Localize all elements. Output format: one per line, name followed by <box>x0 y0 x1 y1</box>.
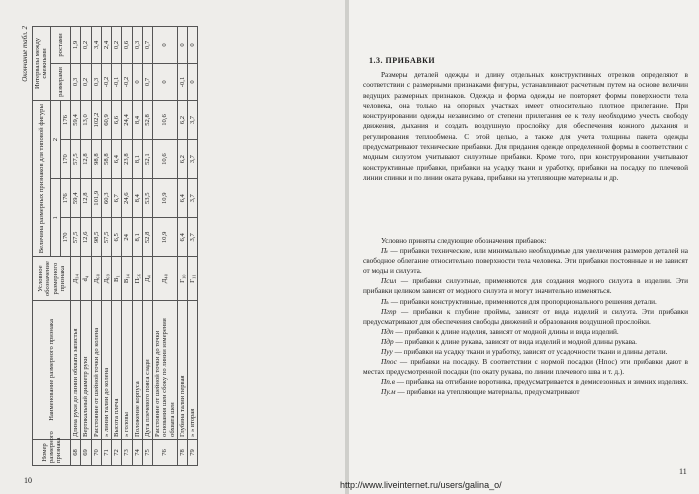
table-cell-v3: 8,4 <box>132 100 142 139</box>
table-cell-sym: Д₄₈ <box>153 257 178 300</box>
table-cell-v3: 3,7 <box>188 100 198 139</box>
rotated-table-area <box>22 26 332 466</box>
header-intervals: Интервалы между смежными <box>33 27 51 101</box>
table-cell-sym: Д₆₉ <box>101 257 111 300</box>
definition-symbol: Пдр <box>381 336 394 346</box>
definitions <box>363 236 688 398</box>
table-cell-v2: 6,2 <box>177 140 187 179</box>
definition-symbol: Пу.м <box>381 387 396 397</box>
table-cell-v2: 52,1 <box>142 140 152 179</box>
definition-text: — прибавки на посадку. В соответствии с нормой посадки (Нпос) эти прибавки дают в местах предусмотренной посадки (по окату рукава, по линии плечевого шва и т. д.). <box>363 357 688 377</box>
table-cell-i2: 1,9 <box>71 27 81 64</box>
definition-text: — прибавки технические, или минимально необходимые для увеличения размеров деталей на свободное облегание относительно поверхности тела человека. Эти прибавки постоянные и не зависят от моды и силуэта. <box>363 246 688 276</box>
table-cell-sym: Д₃₄ <box>71 257 81 300</box>
table-cell-i1: 0,2 <box>81 64 91 101</box>
table-cell-v1: 10,9 <box>153 179 178 218</box>
definition-symbol: Пуу <box>381 347 393 357</box>
table-cell-name: » головы <box>122 300 132 439</box>
table-cell-num: 69 <box>81 439 91 465</box>
section-title: 1.3. ПРИБАВКИ <box>369 56 436 65</box>
header-height: 170 <box>60 218 70 257</box>
definitions-list <box>363 246 688 397</box>
table-cell-v2: 12,8 <box>81 140 91 179</box>
table-cell-name: » » вторая <box>188 300 198 439</box>
table-cell-v0: 98,5 <box>91 218 101 257</box>
table-row <box>112 27 122 466</box>
table-cell-v1: 12,8 <box>81 179 91 218</box>
table-cell-i2: 0,3 <box>132 27 142 64</box>
header-symbol: Условное обозначение размерного признака <box>33 257 71 300</box>
table-row <box>71 27 81 466</box>
table-cell-v3: 60,9 <box>101 100 111 139</box>
footer-url[interactable]: http://www.liveinternet.ru/users/galina_o/ <box>340 480 502 490</box>
definition-item <box>363 297 688 307</box>
table-cell-v0: 8,1 <box>132 218 142 257</box>
definition-text: — прибавки на усадку ткани и уработку, зависят от усадочности ткани и длины детали. <box>392 347 668 357</box>
table-row <box>81 27 91 466</box>
table-cell-v1: 60,3 <box>101 179 111 218</box>
table-cell-name: Высота плеча <box>112 300 122 439</box>
definition-text: — прибавки конструктивные, применяются для пропорционального решения детали. <box>388 296 657 306</box>
table-cell-i2: 0,2 <box>112 27 122 64</box>
table-cell-v2: 98,8 <box>91 140 101 179</box>
table-cell-i1: -0,1 <box>112 64 122 101</box>
table-cell-name: Положение корпуса <box>132 300 142 439</box>
table-cell-i2: 0 <box>153 27 178 64</box>
table-cell-sym: Д₄ <box>142 257 152 300</box>
table-cell-i1: 0,3 <box>71 64 81 101</box>
table-cell-name: Дуга плечевого пояса сзади <box>142 300 152 439</box>
definition-item <box>363 307 688 327</box>
definition-text: — прибавки на утепляющие материалы, предусматривают <box>395 387 580 397</box>
table-cell-i1: 0,3 <box>91 64 101 101</box>
table-cell-v2: 58,8 <box>101 140 111 179</box>
table-cell-v1: 101,9 <box>91 179 101 218</box>
table-row <box>122 27 132 466</box>
table-cell-name: Расстояние от шейной точки до колена <box>91 300 101 439</box>
definition-item <box>363 357 688 377</box>
table-cell-num: 78 <box>177 439 187 465</box>
page-number-left: 10 <box>24 476 32 485</box>
table-cell-sym: Г₁₀ <box>177 257 187 300</box>
table-cell-v1: 24,6 <box>122 179 132 218</box>
table-cell-v0: 52,8 <box>142 218 152 257</box>
table-cell-num: 74 <box>132 439 142 465</box>
table-cell-i2: 0,6 <box>122 27 132 64</box>
table-cell-v3: 6,2 <box>177 100 187 139</box>
table-cell-v3: 59,4 <box>71 100 81 139</box>
table-cell-v3: 10,6 <box>153 100 178 139</box>
table-cell-i1: 0 <box>188 64 198 101</box>
table-cell-v0: 3,7 <box>188 218 198 257</box>
table-cell-i2: 0 <box>188 27 198 64</box>
header-num: Номер размерного признака <box>33 439 71 465</box>
table-cell-i1: 0 <box>132 64 142 101</box>
table-cell-v1: 6,7 <box>112 179 122 218</box>
table-cell-i2: 0 <box>177 27 187 64</box>
definition-item <box>363 337 688 347</box>
table-cell-v0: 6,4 <box>177 218 187 257</box>
table-cell-i1: -0,1 <box>177 64 187 101</box>
table-cell-sym: Г₁₁ <box>188 257 198 300</box>
table-cell-v1: 59,4 <box>71 179 81 218</box>
table-caption: Окончание табл. 2 <box>21 26 29 82</box>
table-cell-v3: 6,6 <box>112 100 122 139</box>
table-cell-v0: 57,5 <box>101 218 111 257</box>
table-row <box>142 27 152 466</box>
table-cell-num: 76 <box>153 439 178 465</box>
table-cell-i2: 0,2 <box>81 27 91 64</box>
definition-text: — прибавки силуэтные, применяются для создания модного силуэта в изделии. Эти прибавки целиком зависят от модного силуэта и могут значительно изменяться. <box>363 276 688 296</box>
definition-item <box>363 246 688 276</box>
table-cell-v2: 10,6 <box>153 140 178 179</box>
table-cell-v0: 12,6 <box>81 218 91 257</box>
table-row <box>188 27 198 466</box>
right-page <box>349 0 699 494</box>
table-cell-v3: 13,0 <box>81 100 91 139</box>
table-cell-v2: 6,4 <box>112 140 122 179</box>
table-cell-i1: 0 <box>153 64 178 101</box>
definition-symbol: Ппос <box>381 357 397 367</box>
table-cell-i2: 3,4 <box>91 27 101 64</box>
table-cell-v1: 6,4 <box>177 179 187 218</box>
table-cell-name: » линии талии до колена <box>101 300 111 439</box>
header-height: 170 <box>60 140 70 179</box>
table-row <box>91 27 101 466</box>
definition-item <box>363 377 688 387</box>
table-cell-name: Глубина талии первая <box>177 300 187 439</box>
header-height: 176 <box>60 100 70 139</box>
definition-item <box>363 276 688 296</box>
table-row <box>177 27 187 466</box>
definition-symbol: Пдп <box>381 326 394 336</box>
definition-text: — прибавки к длине рукава, зависят от вида изделий и модной длины рукава. <box>393 336 637 346</box>
table-cell-v1: 8,4 <box>132 179 142 218</box>
table-cell-i1: -0,2 <box>101 64 111 101</box>
table-cell-num: 68 <box>71 439 81 465</box>
intro-paragraph: Размеры деталей одежды и длину отдельных конструктивных отрезков определяют в соответствии с размерными признаками фигуры, устанавливают расчетным путем на основе величин ведущих размерных признаков. Одежда и форма одежды не повторяет формы поверхности тела человека, она только на опорных участках имеет относительно плотное прилегание. При конструировании одежды независимо от степени прилегания ее к телу необходимо учесть свободу движения, дыхания и создать воздушную прослойку для обеспечения кожного дыхания и регулирования теплообмена. С этой целью, а также для учета толщины пакета одежды предусматривают технические прибавки. Для придания одежде определенной формы в соответствии с модным силуэтом учитывают силуэтные прибавки. Кроме того, при конструировании учитывают конструктивные прибавки, прибавки на усадку ткани и уработку, прибавки на посадку по плечевой линии спинки и по линии оката рукава, прибавки на утепляющие материалы и др. <box>363 70 688 182</box>
table-cell-v0: 24 <box>122 218 132 257</box>
table-cell-sym: Д₆₈ <box>91 257 101 300</box>
table-cell-v2: 57,5 <box>71 140 81 179</box>
table-cell-name: Длина руки до линии обхвата запястья <box>71 300 81 439</box>
definition-item <box>363 327 688 337</box>
table-cell-v3: 102,2 <box>91 100 101 139</box>
table-cell-num: 73 <box>122 439 132 465</box>
table-cell-v0: 6,5 <box>112 218 122 257</box>
table-cell-v3: 52,8 <box>142 100 152 139</box>
definition-symbol: Пₖ <box>381 296 389 306</box>
header-intervals-sizes: размерами <box>50 64 71 101</box>
table-row <box>153 27 178 466</box>
table-cell-v2: 3,7 <box>188 140 198 179</box>
table-row <box>132 27 142 466</box>
table-cell-v0: 10,9 <box>153 218 178 257</box>
definition-symbol: Пгпр <box>381 306 397 316</box>
table-cell-sym: П₅₆ <box>132 257 142 300</box>
rotated-table <box>22 26 332 466</box>
header-group-2: 2 <box>50 100 60 178</box>
table-cell-num: 70 <box>91 439 101 465</box>
definition-symbol: Пₜ <box>381 246 389 256</box>
table-cell-num: 71 <box>101 439 111 465</box>
definition-item <box>363 347 688 357</box>
measurements-table <box>32 26 198 466</box>
definition-symbol: Псил <box>381 276 397 286</box>
table-cell-num: 79 <box>188 439 198 465</box>
table-cell-sym: В₁₄ <box>122 257 132 300</box>
table-cell-v1: 53,5 <box>142 179 152 218</box>
table-cell-sym: В₁ <box>112 257 122 300</box>
definitions-intro: Условно приняты следующие обозначения прибавок: <box>381 236 547 245</box>
header-group-1: 1 <box>50 179 60 257</box>
definition-symbol: Пп.в <box>381 377 395 387</box>
header-intervals-heights: ростами <box>50 27 71 64</box>
header-height: 176 <box>60 179 70 218</box>
table-row <box>101 27 111 466</box>
table-cell-i1: 0,7 <box>142 64 152 101</box>
page-number-right: 11 <box>679 467 687 476</box>
table-cell-i1: -0,2 <box>122 64 132 101</box>
table-cell-num: 72 <box>112 439 122 465</box>
definition-text: — прибавки к глубине проймы, зависят от вида изделий и силуэта. Эти прибавки предусматривают для обеспечения свободы движений и образования воздушной прослойки. <box>363 306 688 326</box>
table-cell-i2: 2,4 <box>101 27 111 64</box>
definition-text: — прибавка на отгибание воротника, предусматривается в демисезонных и зимних изделиях. <box>394 377 688 387</box>
header-name: Наименование размерного признака <box>33 300 71 439</box>
table-cell-v2: 23,8 <box>122 140 132 179</box>
table-cell-i2: 0,7 <box>142 27 152 64</box>
table-cell-v2: 8,1 <box>132 140 142 179</box>
definition-item <box>363 387 688 397</box>
left-page <box>0 0 345 494</box>
table-cell-v3: 24,4 <box>122 100 132 139</box>
table-cell-num: 75 <box>142 439 152 465</box>
table-cell-name: Расстояние от шейной точки до точки основания шеи сбоку по линии измерения обхвата шеи <box>153 300 178 439</box>
header-values: Величина размерных признаков для типовой фигуры <box>33 100 51 256</box>
table-cell-v0: 57,5 <box>71 218 81 257</box>
table-cell-name: Вертикальный диаметр руки <box>81 300 91 439</box>
definition-text: — прибавки к длине изделия, зависят от модной длины и вида изделий. <box>393 326 619 336</box>
table-cell-sym: d₄ <box>81 257 91 300</box>
table-cell-v1: 3,7 <box>188 179 198 218</box>
